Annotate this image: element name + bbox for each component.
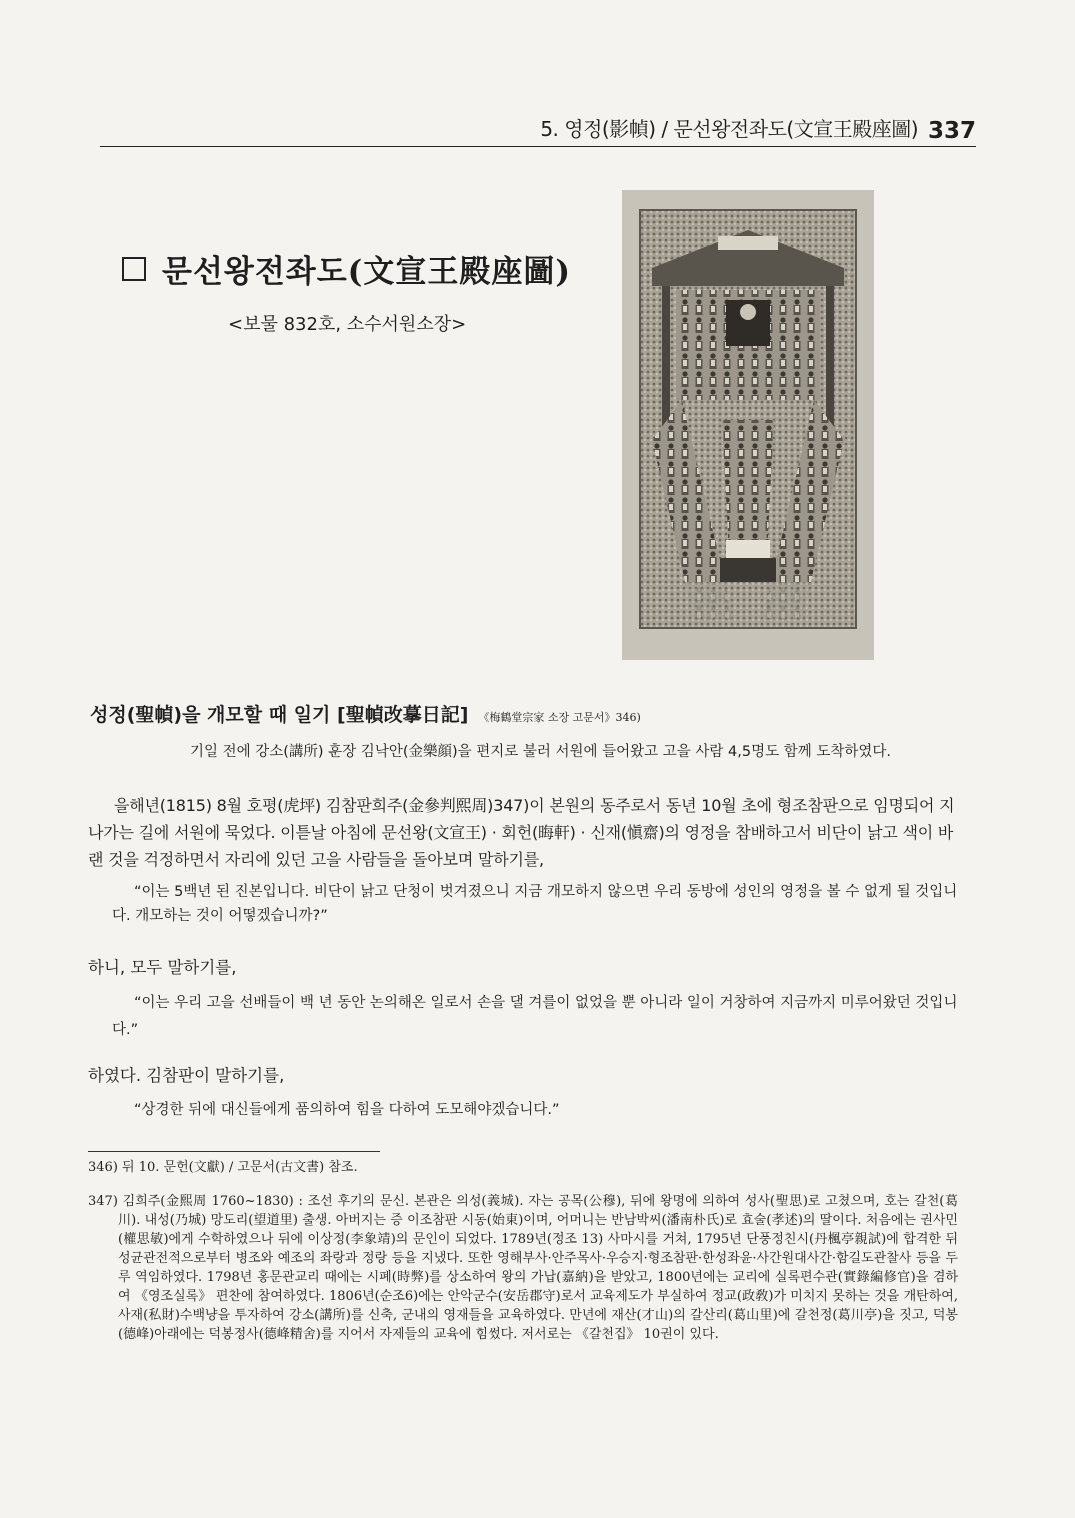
section-source: 《梅鶴堂宗家 소장 고문서》346) xyxy=(478,711,641,724)
section-heading-text: 성정(聖幀)을 개모할 때 일기 [聖幀改摹日記] xyxy=(90,704,469,726)
footnote-346: 346) 뒤 10. 문헌(文獻) / 고문서(古文書) 참조. xyxy=(88,1160,358,1175)
document-title xyxy=(122,246,571,291)
document-subtitle: <보물 832호, 소수서원소장> xyxy=(228,314,467,335)
paragraph-note: 기일 전에 강소(講所) 훈장 김낙안(金樂顔)을 편지로 불러 서원에 들어왔고 고을 사람 4,5명도 함께 도착하였다. xyxy=(190,744,891,760)
paragraph-3: 하였다. 김참판이 말하기를, xyxy=(88,1066,285,1085)
running-header xyxy=(100,112,976,147)
quote-2: “이는 우리 고을 선배들이 백 년 동안 논의해온 일로서 손을 댈 겨를이 없었을 뿐 아니라 일이 거창하여 지금까지 미루어왔던 것입니다.” xyxy=(112,995,958,1038)
section-heading xyxy=(90,700,641,727)
painting-image xyxy=(622,190,874,660)
painting-illustration xyxy=(622,190,874,660)
page-number: 337 xyxy=(927,118,976,144)
footnote-347: 347) 김희주(金熙周 1760~1830) : 조선 후기의 문신. 본관은 의성(義城). 자는 공목(公穆), 뒤에 왕명에 의하여 성사(聖思)로 고쳤으며, 호는 갈천(葛川). 내성(乃城) 망도리(望道里) 출생. 아버지는 증 이조참판 시동(始東)이며, 어머니는 반남박씨(潘南朴氏)로 효술(孝述)의 딸이다. 처음에는 권사민(權思敏)에게 수학하였으나 뒤에 이상정(李象靖)의 문인이 되었다. 1789년(정조 13) 사마시를 거쳐, 1795년 단풍정친시(丹楓亭親試)에 합격한 뒤 성균관전적으로부터 병조와 예조의 좌랑과 정랑 등을 지냈다. 또한 영해부사·안주목사·우승지·형조참판·한성좌윤·사간원대사간·함길도관찰사 등을 두루 역임하였다. 1798년 홍문관교리 때에는 시폐(時弊)를 상소하여 왕의 가납(嘉納)을 받았고, 1800년에는 교리에 실록편수관(實錄編修官)을 겸하여 《영조실록》 편찬에 참여하였다. 1806년(순조6)에는 안악군수(安岳郡守)로서 교육제도가 부실하여 정교(政敎)가 미치지 못하는 것을 개탄하여, 사재(私財)수백냥을 투자하여 강소(講所)를 신축, 군내의 영재들을 교육하였다. 만년에 재산(才山)의 갈산리(葛山里)에 갈천정(葛川亭)을 짓고, 덕봉(德峰)아래에는 덕봉정사(德峰精舍)를 지어서 자제들의 교육에 힘썼다. 저서로는 《갈천집》 10권이 있다. xyxy=(88,1194,958,1342)
paragraph-main: 을해년(1815) 8월 호평(虎坪) 김참판희주(金參判熙周)347)이 본원의 동주로서 동년 10월 초에 형조참판으로 임명되어 지나가는 길에 서원에 묵었다. 이튿날 아침에 문선왕(文宣王) · 회헌(晦軒) · 신재(愼齋)의 영정을 참배하고서 비단이 낡고 색이 바랜 것을 걱정하면서 자리에 있던 고을 사람들을 돌아보며 말하기를, xyxy=(88,796,955,869)
title-text: 문선왕전좌도(文宣王殿座圖) xyxy=(162,254,572,290)
footnote-divider xyxy=(88,1151,380,1152)
checkbox-square-icon xyxy=(122,257,146,281)
quote-1: “이는 5백년 된 진본입니다. 비단이 낡고 단청이 벗겨졌으니 지금 개모하지 않으면 우리 동방에 성인의 영정을 볼 수 없게 될 것입니다. 개모하는 것이 어떻겠습니까?” xyxy=(112,884,958,924)
paragraph-2: 하니, 모두 말하기를, xyxy=(88,958,237,977)
running-header-section-title: 5. 영정(影幀) / 문선왕전좌도(文宣王殿座圖) xyxy=(540,117,918,141)
quote-3: “상경한 뒤에 대신들에게 품의하여 힘을 다하여 도모해야겠습니다.” xyxy=(134,1102,560,1118)
